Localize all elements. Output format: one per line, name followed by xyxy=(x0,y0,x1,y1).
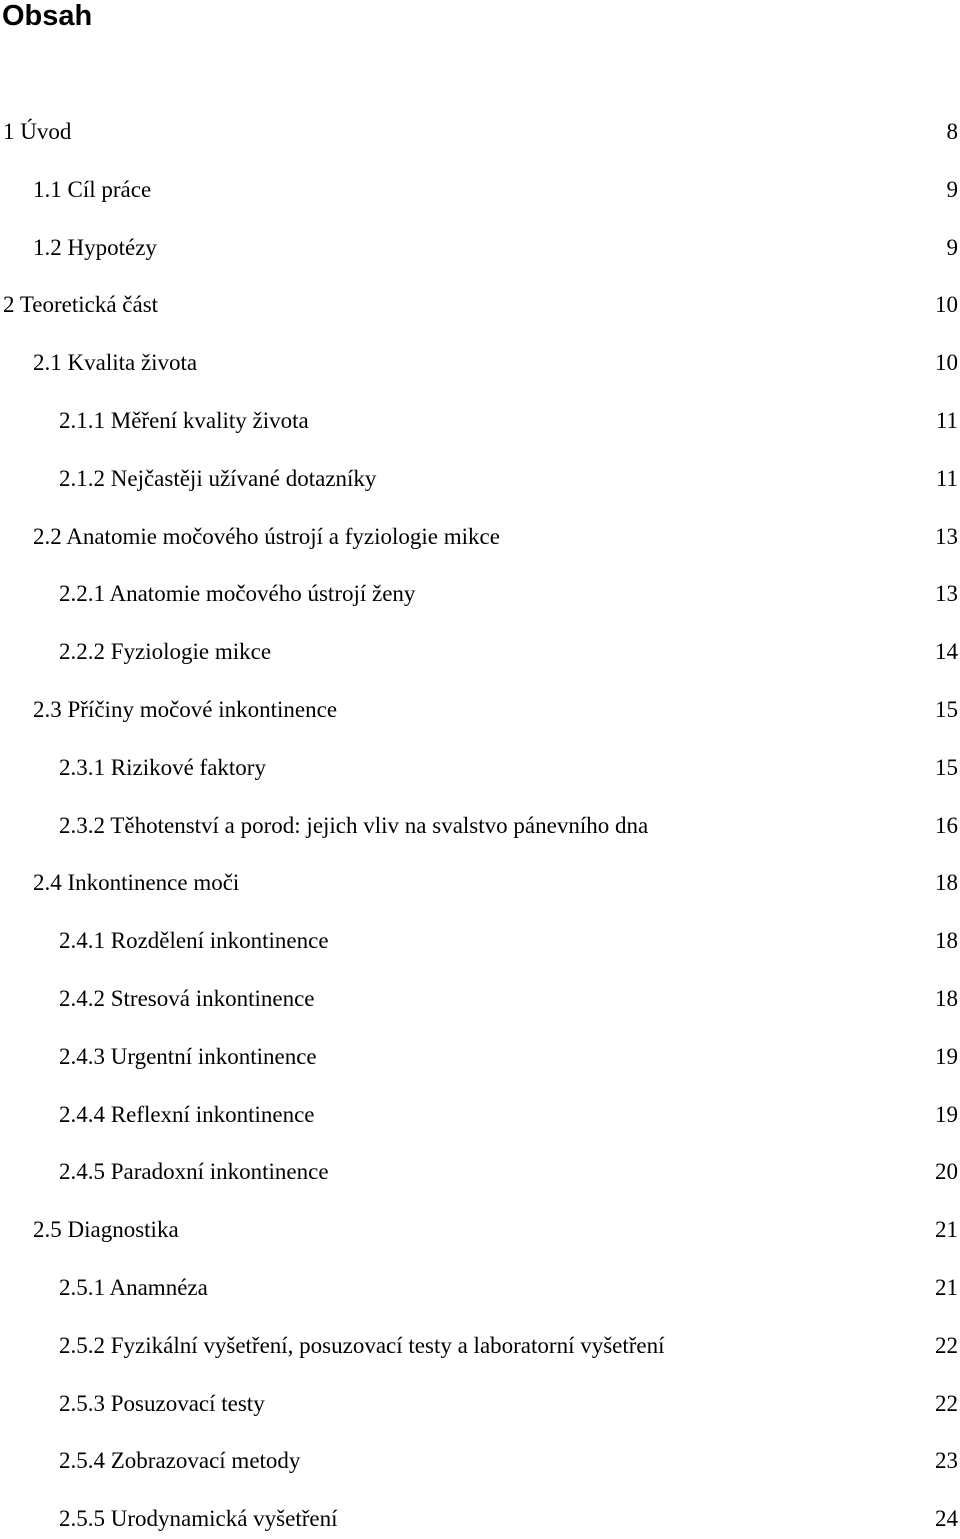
toc-entry-page-number: 18 xyxy=(935,870,958,896)
toc-entry-page-number: 21 xyxy=(935,1217,958,1243)
toc-entry[interactable] xyxy=(33,517,958,557)
dot-leader xyxy=(302,1461,933,1462)
toc-entry-label: 2.1 Kvalita života xyxy=(33,350,198,376)
toc-entry-label: 2.4.1 Rozdělení inkontinence xyxy=(59,928,329,954)
dot-leader xyxy=(267,1403,933,1404)
dot-leader xyxy=(73,132,944,133)
toc-entry-label: 2.2 Anatomie močového ústrojí a fyziologie mikce xyxy=(33,523,500,549)
dot-leader xyxy=(153,189,944,190)
dot-leader xyxy=(339,710,933,711)
toc-entry[interactable] xyxy=(33,170,958,210)
toc-entry-label: 2.4.3 Urgentní inkontinence xyxy=(59,1043,317,1069)
dot-leader xyxy=(331,1172,933,1173)
dot-leader xyxy=(311,421,934,422)
dot-leader xyxy=(317,1114,934,1115)
toc-entry-page-number: 24 xyxy=(935,1506,958,1532)
toc-entry[interactable] xyxy=(59,1095,958,1135)
toc-entry-page-number: 21 xyxy=(935,1275,958,1300)
toc-entry-page-number: 18 xyxy=(935,928,958,954)
toc-entry[interactable] xyxy=(3,112,958,152)
dot-leader xyxy=(210,1288,933,1289)
dot-leader xyxy=(378,478,933,479)
toc-entry-label: 1.2 Hypotézy xyxy=(33,234,157,260)
toc-entry-page-number: 22 xyxy=(935,1390,958,1416)
dot-leader xyxy=(667,1345,933,1346)
toc-entry[interactable] xyxy=(59,806,958,846)
dot-leader xyxy=(417,594,933,595)
toc-entry[interactable] xyxy=(33,863,958,903)
toc-entry-label: 2.2.2 Fyziologie mikce xyxy=(59,639,272,665)
toc-entry-page-number: 11 xyxy=(935,465,958,491)
toc-entry-label: 2.4 Inkontinence moči xyxy=(33,870,240,896)
dot-leader xyxy=(241,883,933,884)
toc-entry-page-number: 15 xyxy=(935,697,958,722)
toc-entry[interactable] xyxy=(33,228,958,268)
dot-leader xyxy=(319,1056,933,1057)
page-title: Obsah xyxy=(2,0,93,32)
dot-leader xyxy=(159,247,945,248)
dot-leader xyxy=(273,652,933,653)
toc-entry-page-number: 15 xyxy=(935,754,958,780)
dot-leader xyxy=(502,536,933,537)
toc-entry[interactable] xyxy=(59,1268,958,1308)
dot-leader xyxy=(199,363,933,364)
toc-entry-page-number: 9 xyxy=(946,234,958,260)
toc-entry-label: 2 Teoretická část xyxy=(3,292,159,318)
toc-entry[interactable] xyxy=(59,1326,958,1366)
toc-entry[interactable] xyxy=(59,1384,958,1424)
toc-entry-page-number: 20 xyxy=(935,1159,958,1185)
toc-entry-label: 2.5.1 Anamnéza xyxy=(59,1275,208,1300)
toc-entry-page-number: 16 xyxy=(935,812,958,838)
toc-entry-label: 2.5 Diagnostika xyxy=(33,1217,179,1243)
toc-entry-page-number: 9 xyxy=(946,176,958,202)
dot-leader xyxy=(181,1230,933,1231)
toc-entry[interactable] xyxy=(59,459,958,499)
toc-entry-page-number: 10 xyxy=(935,292,958,318)
toc-entry-page-number: 19 xyxy=(935,1101,958,1127)
dot-leader xyxy=(160,305,933,306)
dot-leader xyxy=(331,941,933,942)
toc-entry-page-number: 8 xyxy=(946,119,958,144)
toc-entry[interactable] xyxy=(59,401,958,441)
toc-entry[interactable] xyxy=(59,1441,958,1481)
toc-entry-label: 2.5.3 Posuzovací testy xyxy=(59,1390,265,1416)
toc-entry-label: 2.3.2 Těhotenství a porod: jejich vliv na svalstvo pánevního dna xyxy=(59,812,649,838)
toc-entry-page-number: 13 xyxy=(935,523,958,549)
toc-entry-page-number: 19 xyxy=(935,1043,958,1069)
toc-entry[interactable] xyxy=(59,1037,958,1077)
dot-leader xyxy=(339,1519,933,1520)
toc-entry-label: 2.4.2 Stresová inkontinence xyxy=(59,986,315,1011)
toc-entry-label: 2.1.2 Nejčastěji užívané dotazníky xyxy=(59,465,377,491)
toc-entry-label: 2.1.1 Měření kvality života xyxy=(59,408,309,433)
toc-entry-label: 2.5.5 Urodynamická vyšetření xyxy=(59,1506,338,1532)
toc-entry-label: 2.3.1 Rizikové faktory xyxy=(59,754,266,780)
toc-entry-page-number: 22 xyxy=(935,1332,958,1358)
dot-leader xyxy=(650,825,933,826)
toc-entry-label: 2.5.2 Fyzikální vyšetření, posuzovací testy a laboratorní vyšetření xyxy=(59,1332,665,1358)
toc-entry-label: 2.5.4 Zobrazovací metody xyxy=(59,1448,301,1474)
toc-entry[interactable] xyxy=(33,690,958,730)
toc-entry-page-number: 13 xyxy=(935,581,958,607)
toc-entry[interactable] xyxy=(59,632,958,672)
toc-entry-page-number: 14 xyxy=(935,639,958,665)
toc-entry[interactable] xyxy=(59,979,958,1019)
toc-entry[interactable] xyxy=(59,921,958,961)
toc-entry-label: 2.4.5 Paradoxní inkontinence xyxy=(59,1159,329,1185)
dot-leader xyxy=(268,767,933,768)
toc-entry-label: 2.2.1 Anatomie močového ústrojí ženy xyxy=(59,581,416,607)
toc-entry-page-number: 18 xyxy=(935,986,958,1011)
toc-entry[interactable] xyxy=(33,343,958,383)
toc-entry-page-number: 11 xyxy=(935,408,958,433)
toc-entry[interactable] xyxy=(59,748,958,788)
toc-entry-page-number: 10 xyxy=(935,350,958,376)
toc-entry[interactable] xyxy=(59,574,958,614)
toc-entry[interactable] xyxy=(3,285,958,325)
toc-entry-label: 2.3 Příčiny močové inkontinence xyxy=(33,697,338,722)
toc-entry[interactable] xyxy=(59,1499,958,1539)
toc-entry-label: 1.1 Cíl práce xyxy=(33,176,152,202)
dot-leader xyxy=(317,999,933,1000)
toc-entry[interactable] xyxy=(59,1152,958,1192)
toc-entry[interactable] xyxy=(33,1210,958,1250)
toc-entry-page-number: 23 xyxy=(935,1448,958,1474)
toc-entry-label: 1 Úvod xyxy=(3,119,72,144)
toc-entry-label: 2.4.4 Reflexní inkontinence xyxy=(59,1101,315,1127)
